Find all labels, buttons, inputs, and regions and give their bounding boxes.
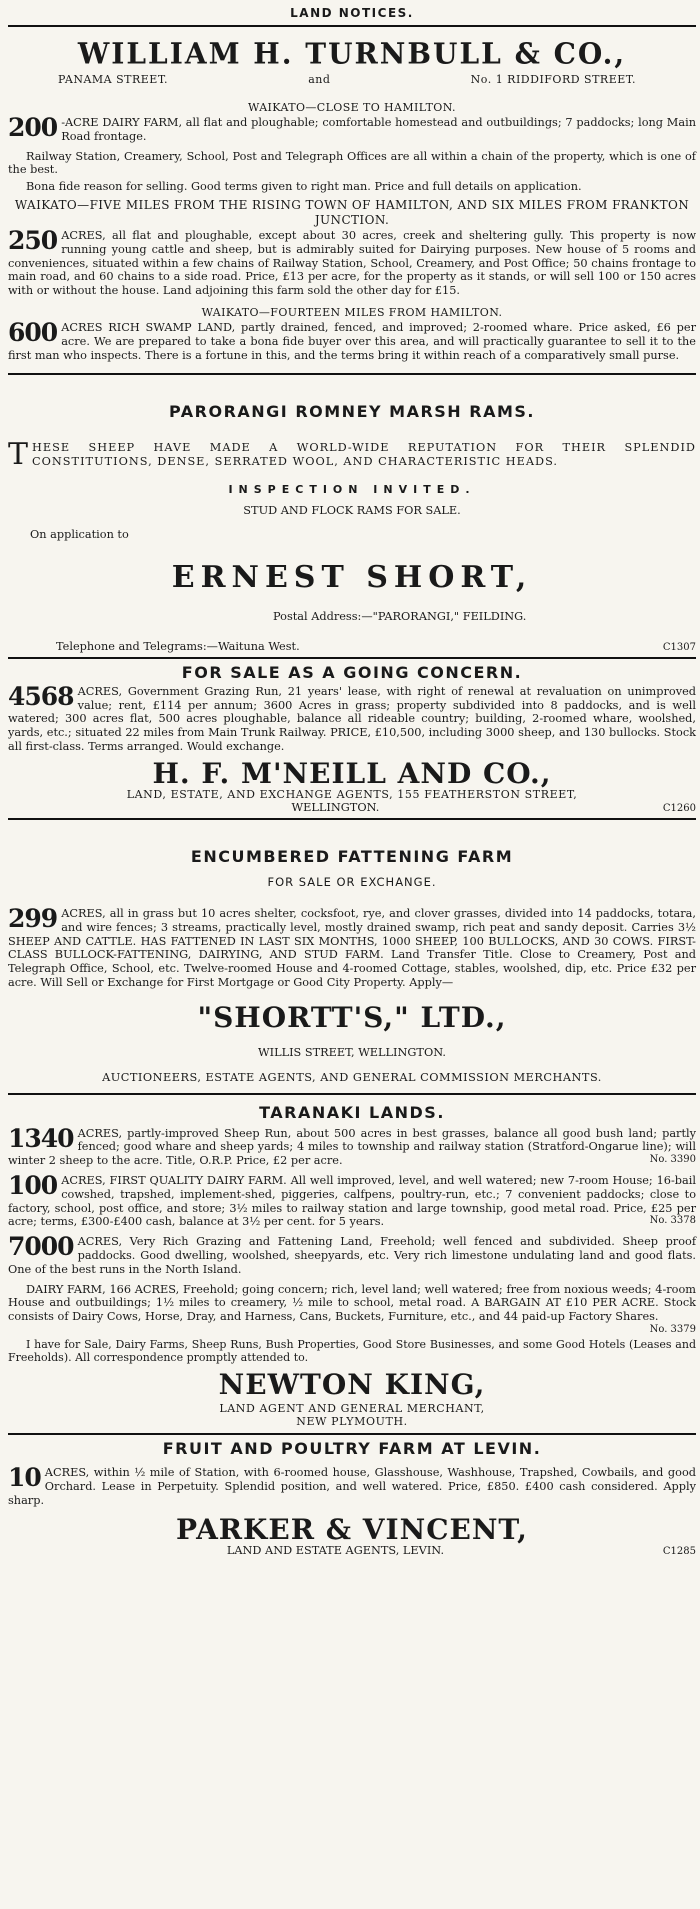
lot-ref: No. 3379 xyxy=(649,1323,696,1335)
divider xyxy=(8,1093,696,1095)
turnbull-heading-3: WAIKATO—FOURTEEN MILES FROM HAMILTON. xyxy=(201,306,503,320)
lot-text: ACRES, all flat and ploughable, except about 30 acres, creek and sheltering gully. This property is now running young cattle and sheep, but is admirably suited for Dairying purposes. New house of 5 rooms and conveniences, situated within a few chains of Railway Station, School, Creamery, and Post Office; 50 chains frontage to main road, and 60 chains to a side road. Price, £13 per acre, for the property as it stands, or will sell 100 or 150 acres with or without the house. Land adjoining this farm sold the other day for £15. xyxy=(8,229,696,298)
turnbull-lot-1 xyxy=(8,112,696,144)
turnbull-lot-2 xyxy=(8,226,696,298)
rams-text xyxy=(8,437,696,473)
address-and: and xyxy=(308,73,331,87)
rams-body: HESE SHEEP HAVE MADE A WORLD-WIDE REPUTATION FOR THEIR SPLENDID CONSTITUTIONS, DENSE, SERRATED WOOL, AND CHARACTERISTIC HEADS. xyxy=(32,441,696,469)
fattening-banner: ENCUMBERED FATTENING FARM xyxy=(190,847,514,867)
stud-rams: STUD AND FLOCK RAMS FOR SALE. xyxy=(243,504,461,518)
parker-vincent-line xyxy=(8,1544,696,1558)
mcneill-name: H. F. M'NEILL AND CO., xyxy=(152,756,552,790)
newton-king-line: LAND AGENT AND GENERAL MERCHANT, xyxy=(219,1401,485,1415)
lot-ref: No. 3378 xyxy=(649,1215,696,1227)
fattening-sub: FOR SALE OR EXCHANGE. xyxy=(267,874,437,889)
divider xyxy=(8,657,696,659)
parker-vincent-desc: LAND AND ESTATE AGENTS, LEVIN. xyxy=(226,1543,445,1557)
taranaki-lot-4 xyxy=(8,1282,696,1335)
levin-lot xyxy=(8,1463,696,1507)
lot-text: ACRES, within ½ mile of Station, with 6-roomed house, Glasshouse, Washhouse, Trapshed, Cowbails, and good Orchard. Lease in Perpetuity. Splendid position, and well watered. Price, £850. £400 cash considered. Apply sharp. xyxy=(8,1466,696,1507)
divider xyxy=(8,373,696,375)
fattening-lot xyxy=(8,903,696,990)
taranaki-note: I have for Sale, Dairy Farms, Sheep Runs, Bush Properties, Good Store Businesses, and some Good Hotels (Leases and Freeholds). All correspondence promptly attended to. xyxy=(8,1338,696,1365)
lot-number: 100 xyxy=(8,1171,58,1201)
telephone-line xyxy=(8,640,696,654)
lot-number: 600 xyxy=(8,318,58,348)
mcneill-city-line xyxy=(8,801,696,815)
drop-cap: T xyxy=(8,437,30,473)
ernest-short-name: ERNEST SHORT, xyxy=(171,559,533,595)
telephone: Telephone and Telegrams:—Waituna West. xyxy=(56,640,300,654)
page-title: LAND NOTICES. xyxy=(290,6,414,20)
taranaki-advert xyxy=(8,1103,696,1428)
taranaki-lot-1 xyxy=(8,1123,696,1168)
lot-text: ACRES, all in grass but 10 acres shelter, cocksfoot, rye, and clover grasses, divided into 14 paddocks, totara, and wire fences; 3 streams, practically level, mostly drained swamp, rich peat and sandy deposit. Carries 3½ SHEEP AND CATTLE. HAS FATTENED IN LAST SIX MONTHS, 1000 SHEEP, 100 BULLOCKS, AND 30 COWS. FIRST-CLASS BULLOCK-FATTENING, DAIRYING, AND STUD FARM. Land Transfer Title. Close to Creamery, Post and Telegraph Office, School, etc. Twelve-roomed House and 4-roomed Cottage, stables, woolshed, dip, etc. Price £32 per acre. Will Sell or Exchange for First Mortgage or Good City Property. Apply— xyxy=(8,906,696,989)
lot-text: ACRES, partly-improved Sheep Run, about 500 acres in best grasses, balance all good bush land; partly fenced; good whare and sheep yards; 4 miles to township and railway station (Stratford-Ongarue line); will winter 2 sheep to the acre. Title, O.R.P. Price, £2 per acre. xyxy=(8,1126,696,1168)
lot-ref: No. 3390 xyxy=(649,1154,696,1166)
turnbull-lot-3 xyxy=(8,318,696,362)
levin-banner: FRUIT AND POULTRY FARM AT LEVIN. xyxy=(162,1438,542,1458)
turnbull-advert xyxy=(8,37,696,367)
address-right: No. 1 RIDDIFORD STREET. xyxy=(470,73,636,87)
lot-text: ACRES RICH SWAMP LAND, partly drained, fenced, and improved; 2-roomed whare. Price asked, £6 per acre. We are prepared to take a bona fide buyer over this area, and will practically guarantee to sell it to the first man who inspects. There is a fortune in this, and the terms bring it within reach of a comparatively small purse. xyxy=(8,321,696,362)
lot-text: DAIRY FARM, 166 ACRES, Freehold; going concern; rich, level land; well watered; free from noxious weeds; 4-room House and outbuildings; 1½ miles to creamery, ½ mile to school, metal road. A BARGAIN AT £10 PER ACRE. Stock consists of Dairy Cows, Horse, Dray, and Harness, Cans, Buckets, Furniture, etc., and 44 paid-up Factory Shares. xyxy=(8,1282,696,1324)
taranaki-lot-3 xyxy=(8,1232,696,1276)
divider xyxy=(8,1433,696,1435)
postal-address: Postal Address:—"PARORANGI," FEILDING. xyxy=(273,610,527,624)
lot-number: 299 xyxy=(8,903,58,933)
turnbull-lot-1-more: Railway Station, Creamery, School, Post and Telegraph Offices are all within a chain of the property, which is one of the best. xyxy=(8,149,696,177)
lot-text: ACRES, FIRST QUALITY DAIRY FARM. All well improved, level, and well watered; new 7-room House; 16-bail cowshed, trapshed, implement-shed, piggeries, calfpens, poultry-run, etc.; 7 convenient paddocks; close to factory, school, post office, and store; 3½ miles to railway station and large township, good metal road. Price, £25 per acre; terms, £300-£400 cash, balance at 3½ per cent. for 5 years. xyxy=(8,1174,696,1229)
levin-advert xyxy=(8,1439,696,1558)
lot-number: 200 xyxy=(8,112,58,142)
shortts-desc: AUCTIONEERS, ESTATE AGENTS, AND GENERAL COMMISSION MERCHANTS. xyxy=(102,1071,602,1085)
going-concern-banner: FOR SALE AS A GOING CONCERN. xyxy=(181,663,523,683)
going-concern-advert xyxy=(8,663,696,815)
lot-text: ACRES, Government Grazing Run, 21 years' lease, with right of renewal at revaluation on unimproved value; rent, £114 per annum; 3600 Acres in grass; property subdivided into 8 paddocks, and is well watered; 300 acres flat, 500 acres ploughable, balance all rideable country; building, 2-roomed whare, woolshed, yards, etc.; situated 22 miles from Main Trunk Railway. PRICE, £10,500, including 3000 sheep, and 130 bullocks. Stock all first-class. Terms arranged. Would exchange. xyxy=(8,684,696,754)
shortts-street: WILLIS STREET, WELLINGTON. xyxy=(258,1045,446,1059)
lot-number: 7000 xyxy=(8,1232,74,1262)
taranaki-banner: TARANAKI LANDS. xyxy=(259,1103,445,1123)
turnbull-addresses xyxy=(8,73,696,86)
rams-advert xyxy=(8,378,696,655)
divider xyxy=(8,818,696,820)
on-application: On application to xyxy=(30,528,129,542)
turnbull-firm-name: WILLIAM H. TURNBULL & CO., xyxy=(77,36,627,71)
taranaki-lot-2 xyxy=(8,1171,696,1229)
mcneill-line: LAND, ESTATE, AND EXCHANGE AGENTS, 155 FEATHERSTON STREET, xyxy=(126,787,578,801)
lot-number: 250 xyxy=(8,226,58,256)
turnbull-heading-1: WAIKATO—CLOSE TO HAMILTON. xyxy=(248,100,456,114)
ref-code: C1260 xyxy=(662,803,696,815)
inspection-invited: INSPECTION INVITED. xyxy=(228,482,476,496)
ref-code: C1285 xyxy=(662,1545,696,1557)
divider xyxy=(8,25,696,27)
going-concern-lot xyxy=(8,681,696,754)
lot-number: 1340 xyxy=(8,1123,74,1153)
ref-code: C1307 xyxy=(662,642,696,654)
lot-number: 4568 xyxy=(8,681,74,711)
parker-vincent-name: PARKER & VINCENT, xyxy=(176,1512,528,1546)
turnbull-lot-1-more2: Bona fide reason for selling. Good terms given to right man. Price and full details on application. xyxy=(26,180,582,194)
newspaper-page xyxy=(8,0,696,1558)
turnbull-heading-2: WAIKATO—FIVE MILES FROM THE RISING TOWN OF HAMILTON, AND SIX MILES FROM FRANKTON JUNCTION. xyxy=(14,197,690,227)
fattening-farm-advert xyxy=(8,823,696,1085)
newton-king-city: NEW PLYMOUTH. xyxy=(296,1415,408,1429)
rams-banner: PARORANGI ROMNEY MARSH RAMS. xyxy=(169,401,535,421)
lot-text: ACRES, Very Rich Grazing and Fattening Land, Freehold; well fenced and subdivided. Sheep proof paddocks. Good dwelling, woolshed, sheepyards, etc. Very rich limestone undulating land and good flats. One of the best runs in the North Island. xyxy=(8,1235,696,1276)
lot-text: -ACRE DAIRY FARM, all flat and ploughable; comfortable homestead and outbuildings; 7 paddocks; long Main Road frontage. xyxy=(61,115,696,143)
newton-king-name: NEWTON KING, xyxy=(218,1367,486,1401)
shortts-name: "SHORTT'S," LTD., xyxy=(197,1000,507,1034)
lot-number: 10 xyxy=(8,1463,41,1493)
address-left: PANAMA STREET. xyxy=(58,73,169,87)
mcneill-city: WELLINGTON. xyxy=(291,801,380,815)
